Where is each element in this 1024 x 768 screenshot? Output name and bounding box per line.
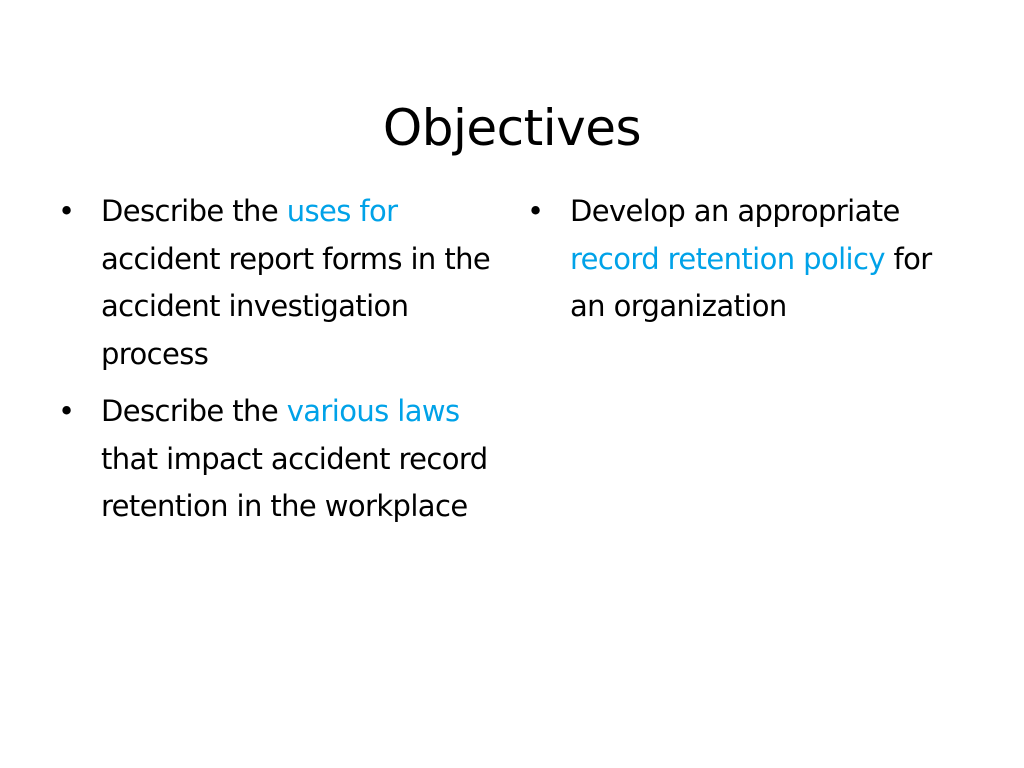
objective-item xyxy=(527,188,967,331)
bullet-icon: • xyxy=(58,194,75,228)
objectives-left-column xyxy=(58,188,498,541)
objective-text-post: accident report forms in the accident investigation process xyxy=(101,241,491,371)
objective-highlight: record retention policy xyxy=(570,241,885,276)
bullet-icon: • xyxy=(527,194,544,228)
objective-text-post: for an organization xyxy=(570,241,932,323)
objective-highlight: uses for xyxy=(286,194,398,228)
objective-text-pre: Describe the xyxy=(101,394,287,428)
objectives-right-column xyxy=(527,188,967,341)
objective-highlight: various laws xyxy=(286,394,460,428)
objective-text-pre: Describe the xyxy=(101,194,287,228)
objective-item xyxy=(58,388,498,531)
slide-title: Objectives xyxy=(382,98,642,157)
objective-item xyxy=(58,188,498,378)
objective-text-pre: Develop an appropriate xyxy=(570,194,900,228)
bullet-icon: • xyxy=(58,394,75,428)
objective-text-post: that impact accident record retention in the workplace xyxy=(101,441,488,523)
